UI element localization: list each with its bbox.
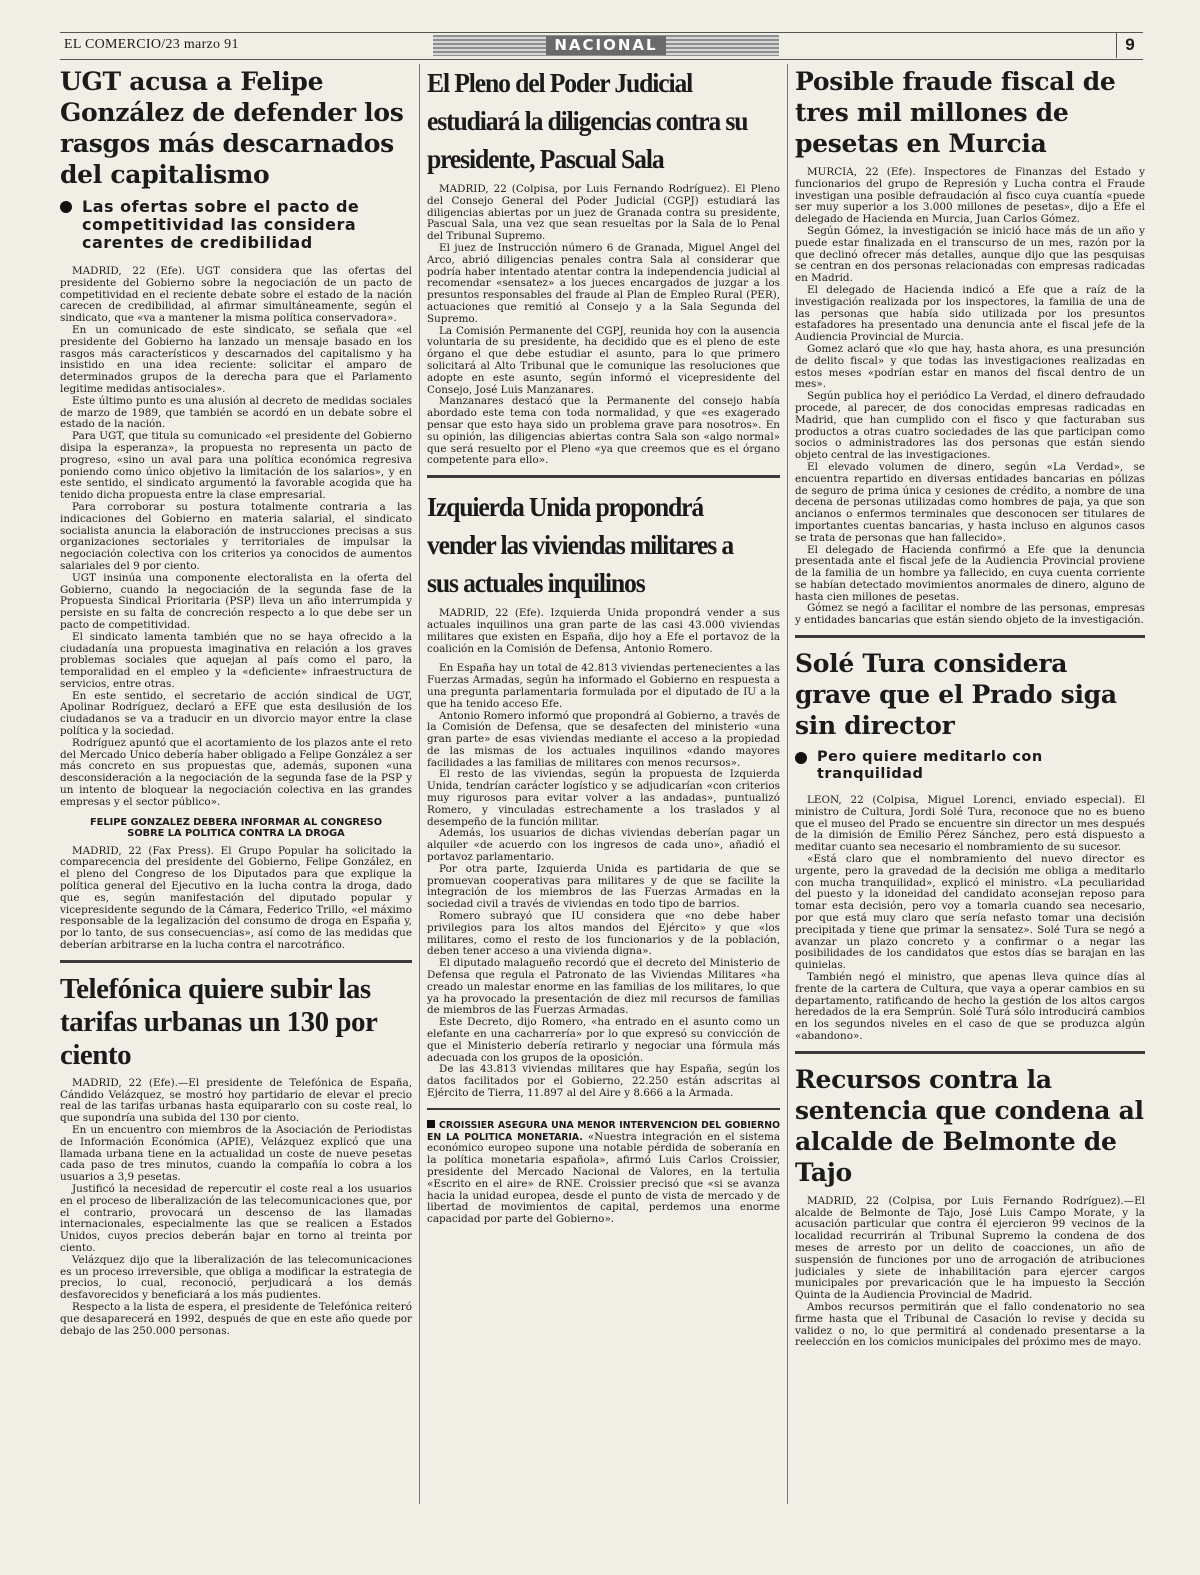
- article-headline: Solé Tura considera grave que el Prado siga sin director: [795, 649, 1117, 741]
- article-headline: Telefónica quiere subir las tarifas urbanas un 130 por ciento: [60, 972, 377, 1071]
- article-body: [427, 184, 780, 467]
- paragraph: MURCIA, 22 (Efe). Inspectores de Finanzas del Estado y funcionarios del grupo de Represión y Lucha contra el Fraude investigan una posible defraudación al fisco cuya cuantía «puede ser muy superior a los 3.000 millones de pesetas», dijo a Efe el delegado de Hacienda en Murcia, Juan Carlos Gómez.: [795, 166, 1145, 226]
- paragraph: El diputado malagueño recordó que el decreto del Ministerio de Defensa que regula el Patronato de las Viviendas Militares «ha creado un malestar enorme en las familias de los militares, lo que ya ha provocado la presentación de diez mil recursos de familias de miembros de las Fuerzas Armadas.: [427, 957, 780, 1017]
- article-ugt: [60, 66, 412, 952]
- column-center: [427, 64, 780, 1504]
- paragraph: LEON, 22 (Colpisa, Miguel Lorenci, enviado especial). El ministro de Cultura, Jordi Solé Tura, reconoce que no es bueno que el museo del Prado se encuentre sin director un mes después de la dimisión de Emilio Pérez Sánchez, pero está dispuesto a meditar cuanto sea necesario el nombramiento de su sucesor.: [795, 794, 1145, 854]
- article-headline: El Pleno del Poder Judicial estudiará la diligencias contra su presidente, Pascual Sala: [427, 68, 748, 174]
- article-body: [427, 1120, 780, 1226]
- page-number: 9: [1116, 32, 1143, 58]
- article-kicker: [795, 749, 1145, 783]
- paragraph: Antonio Romero informó que propondrá al Gobierno, a través de la Comisión de Defensa, que se desafecten del ministerio «una gran parte» de esas viviendas mediante el acceso a la propiedad de las mismas de los actuales inquilinos «dando mayores facilidades a las familias de militares con menos recursos».: [427, 709, 780, 769]
- paragraph: MADRID, 22 (Fax Press). El Grupo Popular ha solicitado la comparecencia del presidente del Gobierno, Felipe González, en el pleno del Congreso de los Diputados para que explique la política general del Ejecutivo en la lucha contra la droga, dado que es, según manifestación del diputado popular y vicepresidente segundo de la Cámara, Federico Trillo, «el máximo responsable de la legalización del consumo de droga en España y, por lo tanto, de sus consecuencias», así como de las medidas que deberían arbitrarse en la lucha contra el narcotráfico.: [60, 844, 412, 952]
- article-sole-tura: [795, 648, 1145, 1043]
- article-body: [795, 1196, 1145, 1349]
- paragraph: El resto de las viviendas, según la propuesta de Izquierda Unida, tendrían carácter logístico y se adjudicarían «con criterios muy rigurosos para evitar volver a las andadas», puntualizó Romero, y vinculadas estrechamente a los traslados y al desempeño de la función militar.: [427, 768, 780, 828]
- paragraph: Según Gómez, la investigación se inició hace más de un año y puede estar finalizada en el transcurso de un mes, razón por la que declinó ofrecer más detalles, aunque dijo que las pesquisas se centran en dos personas relacionadas con empresas radicadas en Madrid.: [795, 224, 1145, 285]
- paragraph: Este Decreto, dijo Romero, «ha entrado en el asunto como un elefante en una cacharrería» por lo que expresó su convicción de que el Ministerio debería retirarlo y negociar una fórmula más adecuada con los grupos de la oposición.: [427, 1016, 780, 1064]
- paragraph: Este último punto es una alusión al decreto de medidas sociales de marzo de 1989, que también se acordó en un debate sobre el estado de la nación.: [60, 394, 412, 431]
- kicker-text: Pero quiere meditarlo con tranquilidad: [817, 749, 1043, 783]
- article-croissier: [427, 1120, 780, 1226]
- paragraph: MADRID, 22 (Efe). Izquierda Unida propondrá vender a sus actuales inquilinos una gran parte de las casi 43.000 viviendas militares que existen en España, dijo hoy a Efe el portavoz de la coalición en la Comisión de Defensa, Antonio Romero.: [427, 607, 780, 655]
- paragraph: Justificó la necesidad de repercutir el coste real a los usuarios en el proceso de liberalización de las telecomunicaciones que, por el contrario, provocará un descenso de las llamadas internacionales, especialmente las que se realicen a Estados Unidos, cuyos precios deberán bajar en torno al treinta por ciento.: [60, 1183, 412, 1254]
- paragraph: Además, los usuarios de dichas viviendas deberían pagar un alquiler «de acuerdo con los ingresos de cada uno», añadió el portavoz parlamentario.: [427, 827, 780, 864]
- paragraph: El delegado de Hacienda indicó a Efe que a raíz de la investigación realizada por los inspectores, la familia de una de las personas que había sido utilizada por los presuntos estafadores ha presentado una denuncia ante el fiscal jefe de la Audiencia Provincial de Murcia.: [795, 283, 1145, 344]
- paragraph: Rodríguez apuntó que el acortamiento de los plazos ante el reto del Mercado Unico debería haber obligado a Felipe González a ser más concreto en sus propuestas que, además, suponen «una desconsideración a la negociación de la segunda fase de la PSP y un intento de bloquear la negociación colectiva en las grandes empresas y el sector público».: [60, 736, 412, 808]
- paragraph: En este sentido, el secretario de acción sindical de UGT, Apolinar Rodríguez, declaró a EFE que esta desilusión de los ciudadanos se va a traducir en un divorcio mayor entre la clase política y la sociedad.: [60, 689, 412, 738]
- article-poder-judicial: [427, 64, 780, 467]
- bullet-dot-icon: [795, 752, 807, 764]
- paragraph: En un encuentro con miembros de la Asociación de Periodistas de Información Económica (APIE), Velázquez explicó que una llamada urbana tiene en la actualidad un coste de nueve pesetas cada paso de tres minutos, cuando la compañía lo cobra a los usuarios a 3,9 pesetas.: [60, 1124, 412, 1184]
- paragraph: En España hay un total de 42.813 viviendas pertenecientes a las Fuerzas Armadas, según ha informado el Gobierno en respuesta a una pregunta parlamentaria formulada por el diputado de IU a la que ha tenido acceso Efe.: [427, 662, 780, 710]
- article-headline: Izquierda Unida propondrá vender las viviendas militares a sus actuales inquilinos: [427, 492, 734, 599]
- paragraph: MADRID, 22 (Colpisa, por Luis Fernando Rodríguez).—El alcalde de Belmonte de Tajo, José Luis Campo Morate, y la acusación particular que contra él ejercieron 99 vecinos de la localidad recurrirán al Tribunal Supremo la condena de dos meses de arresto por un delito de coacciones, un año de suspensión de funciones por uno de arrogación de atribuciones judiciales y siete de inhabilitación para ejercer cargos municipales por prevaricación que le ha impuesto la Sección Quinta de la Audiencia Provincial de Madrid.: [795, 1194, 1145, 1302]
- article-headline: UGT acusa a Felipe González de defender los rasgos más descarnados del capitalismo: [60, 67, 404, 189]
- paragraph: MADRID, 22 (Efe). UGT considera que las ofertas del presidente del Gobierno sobre la negociación de un pacto de competitividad en el reciente debate sobre el estado de la nación carecen de credibilidad, al afirmar simultáneamente, según el sindicato, que «va a mantener la misma política conservadora».: [60, 265, 412, 325]
- paragraph: El juez de Instrucción número 6 de Granada, Miguel Angel del Arco, abrió diligencias penales contra Sala al considerar que podría haber intentado atentar contra la independencia judicial al recomendar «sensatez» a los jueces encargados de juzgar a los presuntos responsables del fraude al Plan de Empleo Rural (PER), actuaciones que remitió al Consejo y a la Sala Segunda del Supremo.: [427, 241, 780, 325]
- paragraph: Según publica hoy el periódico La Verdad, el dinero defraudado procede, al parecer, de dos conocidas empresas radicadas en Madrid, que han cumplido con el fisco y que facturaban sus productos a otras cuatro sociedades de las que participan como socios o administradores las dos personas que están siendo objeto central de las investigaciones.: [795, 390, 1145, 462]
- article-body: [60, 1078, 412, 1338]
- section-banner: [433, 35, 779, 56]
- article-separator: [427, 1108, 780, 1110]
- paragraph: MADRID, 22 (Colpisa, por Luis Fernando Rodríguez). El Pleno del Consejo General del Poder Judicial (CGPJ) estudiará las diligencias abiertas por un juez de Granada contra su presidente, Pascual Sala, una vez que sean resueltas por la Sala de lo Penal del Tribunal Supremo.: [427, 183, 780, 243]
- article-telefonica: [60, 973, 412, 1338]
- article-body: [60, 266, 412, 809]
- paragraph: También negó el ministro, que apenas lleva quince días al frente de la cartera de Cultura, que vaya a operar cambios en su departamento, ratificando de hecho la gestión de los altos cargos heredados de la era Semprún. Solé Turá sólo introducirá cambios en los segundos niveles en el caso de que se produzca algún «abandono».: [795, 971, 1145, 1043]
- section-title: NACIONAL: [546, 36, 665, 55]
- article-belmonte: [795, 1064, 1145, 1349]
- article-body: [795, 167, 1145, 627]
- paragraph: Manzanares destacó que la Permanente del consejo había abordado este tema con toda normalidad, y que «es exagerado pensar que esto haya sido un problema grave para nosotros». En su opinión, las diligencias abiertas contra Sala son «algo normal» que será resuelto por el Pleno «ya que creemos que es el órgano competente para ello».: [427, 395, 780, 467]
- paragraph: Gomez aclaró que «lo que hay, hasta ahora, es una presunción de delito fiscal» y que todas las investigaciones realizadas en estos meses «podrían estar en manos del fiscal dentro de un mes».: [795, 342, 1145, 391]
- article-body: [427, 608, 780, 1100]
- paragraph: El delegado de Hacienda confirmó a Efe que la denuncia presentada ante el fiscal jefe de la Audiencia Provincial proviene de la familia de un hombre ya fallecido, en cuya cuenta corriente se habían detectado movimientos anormales de dinero, alguno de hasta cien millones de pesetas.: [795, 543, 1145, 603]
- paragraph: Para corroborar su postura totalmente contraria a las indicaciones del Gobierno en materia salarial, el sindicato socialista anuncia la elaboración de instrucciones precisas a sus organizaciones sectoriales y territoriales de impulsar la negociación colectiva con los criterios ya conocidos de aumentos salariales del 9 por ciento.: [60, 500, 412, 572]
- paragraph: Velázquez dijo que la liberalización de las telecomunicaciones es un proceso irreversible, que obliga a modificar la estrategia de precios, lo cual, reconoció, perjudicará a los demás desfavorecidos y beneficiará a los más pudientes.: [60, 1253, 412, 1302]
- paragraph: Respecto a la lista de espera, el presidente de Telefónica reiteró que desaparecerá en 1992, después de que en este año quede por debajo de las 250.000 personas.: [60, 1300, 412, 1337]
- article-body: [60, 846, 412, 952]
- brief-headline: CROISSIER ASEGURA UNA MENOR INTERVENCION DEL GOBIERNO EN LA POLITICA MONETARIA.: [427, 1119, 780, 1143]
- paragraph: De las 43.813 viviendas militares que hay España, según los datos facilitados por el Gobierno, 22.250 están adscritas al Ejército de Tierra, 11.897 al del Aire y 8.666 a la Armada.: [427, 1063, 780, 1099]
- column-divider: [787, 64, 788, 1504]
- column-divider: [419, 64, 420, 1504]
- masthead-date: EL COMERCIO/23 marzo 91: [64, 37, 239, 52]
- paragraph: El sindicato lamenta también que no se haya ofrecido a la ciudadanía una propuesta imaginativa en relación a los graves problemas sociales que aquejan al país como el paro, la temporalidad en el empleo y la «deficiente» infraestructura de servicios, entre otras.: [60, 630, 412, 690]
- paragraph: El elevado volumen de dinero, según «La Verdad», se encuentra repartido en diversas entidades bancarias en pólizas de seguro de prima única y cesiones de crédito, a nombre de una decena de personas utilizadas como hombres de paja, ya que son ancianos o enfermos terminales que desconocen ser titulares de importantes cuentas bancarias, y hasta incluso en algunos casos se trata de personas que han fallecido».: [795, 460, 1145, 544]
- article-separator: [60, 960, 412, 963]
- article-fraude-murcia: [795, 66, 1145, 627]
- paragraph: Romero subrayó que IU considera que «no debe haber privilegios para los altos mandos del Ejército» y que «los militares, como el resto de los funcionarios y de la población, deben tener acceso a una vivienda digna».: [427, 910, 780, 958]
- paragraph: MADRID, 22 (Efe).—El presidente de Telefónica de España, Cándido Velázquez, se mostró hoy partidario de elevar el precio real de las tarifas urbanas hasta equipararlo con su coste real, lo que supondría una subida del 130 por ciento.: [60, 1076, 412, 1125]
- brief-text: «Nuestra integración en el sistema económico europeo supone una notable pérdida de soberanía en la política monetaria española», afirmó Luis Carlos Croissier, presidente del Mercado Nacional de Valores, en la tertulia «Escrito en el aire» de RNE. Croissier precisó que «si se avanza hacia la unidad europea, desde el punto de vista de mercado y de libertad de movimientos de capital, perdemos una enorme capacidad por parte del Gobierno».: [427, 1130, 780, 1226]
- page-header: [60, 32, 1143, 60]
- brief-paragraph: [427, 1120, 780, 1226]
- paragraph: Ambos recursos permitirán que el fallo condenatorio no sea firme hasta que el Tribunal de Casación lo revise y decida su validez o no, lo que permitirá al condenado presentarse a la reelección en los comicios municipales del próximo mes de mayo.: [795, 1300, 1145, 1349]
- article-body: [795, 795, 1145, 1043]
- paragraph: Para UGT, que titula su comunicado «el presidente del Gobierno disipa la esperanza», la propuesta no representa un pacto de progreso, «sino un aval para una política económica regresiva poniendo como único objetivo la limitación de los salarios», y en este sentido, el sindicato argumentó la favorable acogida que ha tenido dicha propuesta entre la clase empresarial.: [60, 430, 412, 502]
- article-headline: Posible fraude fiscal de tres mil millones de pesetas en Murcia: [795, 67, 1116, 158]
- bullet-dot-icon: [60, 201, 72, 213]
- column-left: [60, 64, 412, 1504]
- kicker-text: Las ofertas sobre el pacto de competitividad las considera carentes de credibilidad: [82, 197, 360, 252]
- article-izquierda-unida: [427, 488, 780, 1100]
- article-separator: [427, 475, 780, 478]
- article-separator: [795, 635, 1145, 638]
- paragraph: UGT insinúa una componente electoralista en la oferta del Gobierno, cuando la negociación de la segunda fase de la Propuesta Sindical Prioritaria (PSP) lleva un año interrumpida y persiste en su falta de concreción respecto a lo que debe ser un pacto de competitividad.: [60, 571, 412, 631]
- paragraph: En un comunicado de este sindicato, se señala que «el presidente del Gobierno ha lanzado un mensaje basado en los rasgos más característicos y descarnados del capitalismo y ha insistido en una idea reciente: solicitar el amparo de determinados grupos de la derecha para que el Parlamento legitime medidas antisociales».: [60, 323, 412, 395]
- paragraph: «Está claro que el nombramiento del nuevo director es urgente, pero la gravedad de la decisión me obliga a meditarlo con mucha tranquilidad», explicó el ministro. «La peculiaridad del puesto y la idoneidad del candidato aconsejan reposo para tomar esta decisión, pero voy a tomarla cuando sea necesario, por que está muy claro que sería nefasto tomar una decisión precipitada y tiene que primar la sensatez». Solé Tura se negó a avanzar un plazo concreto y a confirmar o a negar las posibilidades de los candidatos que estos días se barajan en las quinielas.: [795, 853, 1145, 972]
- article-subhead: FELIPE GONZALEZ DEBERA INFORMAR AL CONGRESO SOBRE LA POLITICA CONTRA LA DROGA: [89, 816, 383, 840]
- article-headline: Recursos contra la sentencia que condena al alcalde de Belmonte de Tajo: [795, 1064, 1144, 1187]
- paragraph: Por otra parte, Izquierda Unida es partidaria de que se promuevan cooperativas para militares y de que se facilite la integración de los miembros de las Fuerzas Armadas en la sociedad civil a través de viviendas en todo tipo de barrios.: [427, 862, 780, 911]
- column-right: [795, 64, 1145, 1504]
- paragraph: La Comisión Permanente del CGPJ, reunida hoy con la ausencia voluntaria de su presidente, ha decidido que es el pleno de este órgano el que debe estudiar el asunto, para lo que primero solicitará al Alto Tribunal que le comunique las resoluciones que adopte en este asunto, según informó el vicepresidente del Consejo, José Luis Manzanares.: [427, 324, 780, 396]
- article-kicker: [60, 198, 412, 252]
- article-separator: [795, 1051, 1145, 1054]
- paragraph: Gómez se negó a facilitar el nombre de las personas, empresas y entidades bancarias que están siendo objeto de la investigación.: [795, 602, 1145, 627]
- square-bullet-icon: [427, 1120, 435, 1128]
